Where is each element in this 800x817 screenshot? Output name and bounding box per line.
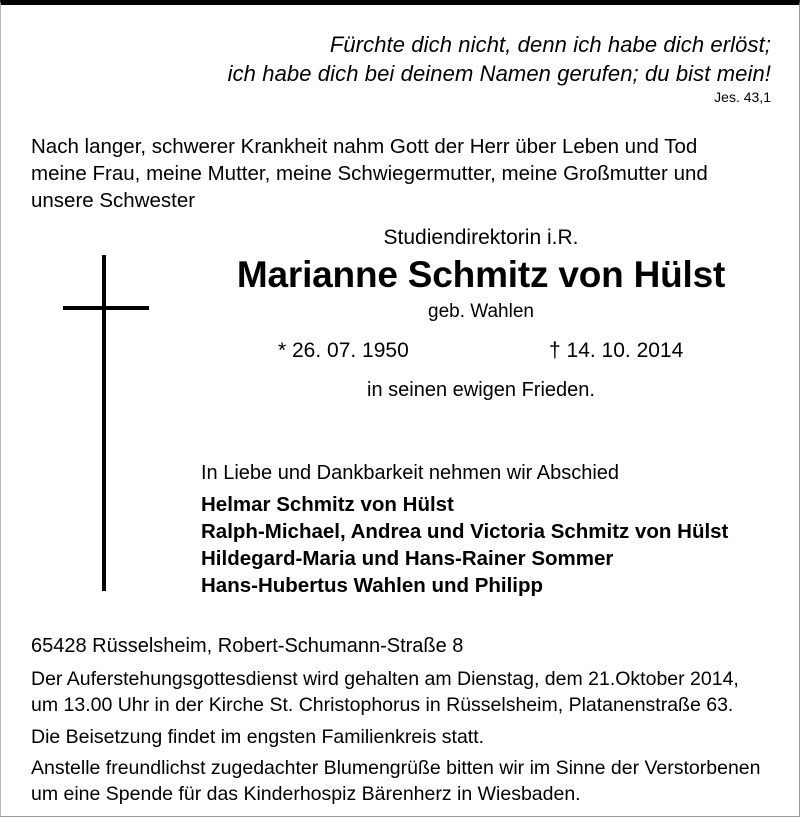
closing-phrase: in seinen ewigen Frieden. — [367, 379, 595, 401]
deceased-block — [181, 224, 781, 325]
donation-line-1-text: Anstelle freundlichst zugedachter Blumengrüße bitten wir im Sinne der Verstorbenen — [31, 757, 761, 779]
family-address: 65428 Rüsselsheim, Robert-Schumann-Straße 8 — [31, 635, 464, 657]
scripture-quote — [201, 30, 771, 88]
death-date: † 14. 10. 2014 — [549, 339, 684, 362]
intro-line-2-text: meine Frau, meine Mutter, meine Schwiegermutter, meine Großmutter und — [31, 162, 708, 185]
donation-line-1 — [31, 755, 771, 781]
donation-line-2: um eine Spende für das Kinderhospiz Bärenherz in Wiesbaden. — [31, 783, 581, 805]
list-item: Hans-Hubertus Wahlen und Philipp — [201, 574, 544, 597]
service-line-1 — [31, 666, 771, 692]
service-line-2: um 13.00 Uhr in der Kirche St. Christophorus in Rüsselsheim, Platanenstraße 63. — [31, 694, 734, 716]
list-item: Hildegard-Maria und Hans-Rainer Sommer — [201, 547, 614, 570]
donation-request — [31, 755, 771, 807]
list-item: Ralph-Michael, Andrea und Victoria Schmitz von Hülst — [201, 520, 729, 543]
scripture-line-2: ich habe dich bei deinem Namen gerufen; du bist mein! — [227, 61, 771, 86]
intro-line-1-text: Nach langer, schwerer Krankheit nahm Gott der Herr über Leben und Tod — [31, 135, 698, 158]
intro-line-1 — [31, 133, 771, 160]
deceased-maiden-name: geb. Wahlen — [428, 301, 534, 322]
intro-paragraph — [31, 133, 771, 214]
intro-line-2 — [31, 160, 771, 187]
scripture-line-1: Fürchte dich nicht, denn ich habe dich erlöst; — [329, 32, 771, 57]
burial-note: Die Beisetzung findet im engsten Familienkreis statt. — [31, 726, 485, 748]
birth-date: * 26. 07. 1950 — [278, 339, 409, 362]
deceased-name: Marianne Schmitz von Hülst — [236, 254, 726, 295]
intro-line-3: unsere Schwester — [31, 189, 196, 212]
service-details — [31, 666, 771, 718]
deceased-title: Studiendirektorin i.R. — [383, 226, 579, 249]
service-line-1-text: Der Auferstehungsgottesdienst wird gehalten am Dienstag, dem 21.Oktober 2014, — [31, 668, 739, 690]
scripture-reference: Jes. 43,1 — [714, 89, 771, 105]
list-item: Helmar Schmitz von Hülst — [201, 493, 454, 516]
farewell-heading: In Liebe und Dankbarkeit nehmen wir Abschied — [201, 462, 620, 484]
cross-icon-bar — [63, 306, 149, 310]
mourners-list — [201, 491, 781, 599]
